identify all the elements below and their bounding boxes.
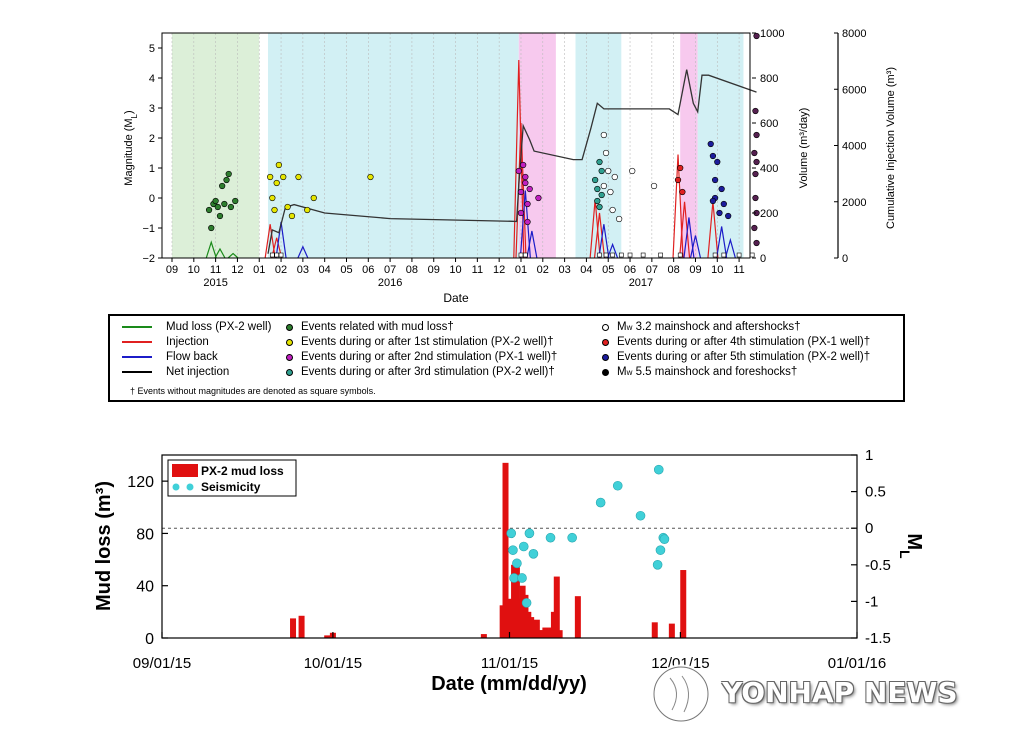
x-tick-label: 08 bbox=[667, 264, 680, 276]
event-point-mw55 bbox=[753, 108, 759, 114]
x-tick-label: 01 bbox=[514, 264, 528, 276]
legend-line-swatch bbox=[122, 341, 152, 343]
y-right-tick-label: 0 bbox=[865, 520, 874, 538]
event-point-mw55 bbox=[752, 225, 758, 231]
legend-item bbox=[286, 321, 454, 333]
y-left-tick-label: 4 bbox=[148, 73, 155, 85]
event-point-mud-loss bbox=[208, 225, 214, 231]
event-point-mud-loss bbox=[228, 204, 234, 210]
bottom-xlabel: Date (mm/dd/yy) bbox=[431, 673, 587, 695]
event-point-mw32 bbox=[610, 207, 616, 213]
event-point-mw55 bbox=[754, 159, 760, 165]
legend-dot-swatch bbox=[602, 369, 609, 376]
event-point-stim-5 bbox=[710, 198, 716, 204]
mud-loss-bar bbox=[575, 596, 581, 638]
x-tick-label: 12 bbox=[493, 264, 506, 276]
event-point-mw32 bbox=[603, 150, 609, 156]
x-tick-label: 11 bbox=[471, 264, 484, 276]
event-point-mud-loss bbox=[219, 183, 225, 189]
mud-loss-bar bbox=[299, 616, 305, 638]
watermark bbox=[648, 664, 1008, 724]
event-point-stim-5 bbox=[717, 210, 723, 216]
y-right-tick-label: -1.5 bbox=[865, 630, 891, 647]
legend-item bbox=[286, 336, 553, 348]
event-square bbox=[659, 253, 663, 257]
legend-item bbox=[286, 366, 555, 378]
y-left-tick-label: 80 bbox=[136, 526, 154, 544]
event-point-stim-5 bbox=[710, 153, 716, 159]
event-point-stim-1 bbox=[270, 195, 276, 201]
event-point-mw32 bbox=[601, 183, 607, 189]
seismicity-point bbox=[522, 598, 531, 607]
legend-dot-swatch bbox=[602, 324, 609, 331]
event-point-stim-3 bbox=[595, 186, 601, 192]
event-point-mw55 bbox=[754, 240, 760, 246]
mud-loss-bar bbox=[669, 624, 675, 638]
x-year-label: 2017 bbox=[628, 277, 654, 289]
y-right1-tick-label: 800 bbox=[760, 73, 779, 85]
event-point-mud-loss bbox=[222, 201, 228, 207]
event-square bbox=[275, 253, 279, 257]
y-left-tick-label: 40 bbox=[136, 578, 154, 596]
legend-dot-swatch bbox=[286, 369, 293, 376]
seismicity-point bbox=[653, 560, 662, 569]
bottom-ylabel-right: $M_L$ bbox=[897, 533, 925, 559]
y-right1-tick-label: 0 bbox=[760, 253, 767, 265]
legend-item bbox=[602, 351, 870, 363]
x-tick-label: 05 bbox=[602, 264, 615, 276]
x-tick-label: 07 bbox=[645, 264, 658, 276]
legend-prefix: M bbox=[617, 366, 627, 378]
event-point-stim-3 bbox=[595, 198, 601, 204]
event-point-mud-loss bbox=[232, 198, 238, 204]
legend-label: Events during or after 5th stimulation (PX-2 well)† bbox=[617, 351, 871, 363]
y-left-tick-label: 5 bbox=[148, 43, 155, 55]
x-tick-label: 01/01/16 bbox=[827, 655, 887, 672]
x-tick-label: 03 bbox=[558, 264, 571, 276]
mud-loss-bar bbox=[554, 577, 560, 638]
legend-line-swatch bbox=[122, 326, 152, 328]
legend-label: Events during or after 1st stimulation (PX-2 well)† bbox=[301, 336, 554, 348]
event-point-mud-loss bbox=[215, 204, 221, 210]
event-square bbox=[737, 253, 741, 257]
top-ylabel-right1: Volume (m³/day) bbox=[798, 107, 810, 189]
legend-item bbox=[122, 366, 229, 378]
event-point-mw32 bbox=[605, 168, 611, 174]
event-point-stim-3 bbox=[597, 159, 603, 165]
event-square bbox=[628, 253, 632, 257]
seismicity-point bbox=[525, 529, 534, 538]
x-tick-label: 06 bbox=[362, 264, 375, 276]
event-point-stim-4 bbox=[680, 189, 686, 195]
event-point-stim-1 bbox=[285, 204, 291, 210]
event-square bbox=[270, 253, 274, 257]
event-point-mw55 bbox=[754, 132, 760, 138]
seismicity-point bbox=[510, 573, 519, 582]
x-tick-label: 03 bbox=[296, 264, 309, 276]
seismicity-point bbox=[507, 529, 516, 538]
y-left-tick-label: 1 bbox=[148, 163, 155, 175]
event-point-stim-2 bbox=[523, 180, 529, 186]
top-chart bbox=[0, 0, 1024, 312]
seismicity-point bbox=[660, 535, 669, 544]
event-point-mw55 bbox=[752, 150, 758, 156]
event-point-stim-3 bbox=[592, 177, 598, 183]
seismicity-point bbox=[519, 542, 528, 551]
event-point-stim-2 bbox=[520, 162, 526, 168]
seismicity-point bbox=[654, 465, 663, 474]
x-year-label: 2015 bbox=[203, 277, 228, 289]
event-point-stim-1 bbox=[280, 174, 286, 180]
event-point-stim-2 bbox=[518, 189, 524, 195]
y-right-tick-label: -1 bbox=[865, 593, 879, 611]
y-left-tick-label: −1 bbox=[142, 223, 155, 235]
event-point-stim-1 bbox=[276, 162, 282, 168]
x-tick-label: 11/01/15 bbox=[480, 655, 539, 672]
seismicity-point bbox=[568, 533, 577, 542]
shaded-period-5 bbox=[698, 33, 744, 258]
x-tick-label: 02 bbox=[274, 264, 288, 276]
bottom-chart bbox=[0, 440, 1024, 700]
event-point-stim-2 bbox=[523, 174, 529, 180]
legend-label: Mud loss (PX-2 well) bbox=[166, 321, 272, 333]
seismicity-point bbox=[596, 498, 605, 507]
event-point-stim-1 bbox=[289, 213, 295, 219]
legend-label: 3.2 mainshock and aftershocks† bbox=[635, 321, 801, 333]
x-year-label: 2016 bbox=[377, 277, 403, 289]
watermark-text: YONHAP NEWS bbox=[722, 676, 958, 709]
legend-prefix-sub: w bbox=[626, 322, 633, 332]
top-ylabel-right2: Cumulative Injection Volume (m³) bbox=[885, 66, 897, 230]
y-right-tick-label: -0.5 bbox=[865, 556, 891, 574]
legend-dot-swatch bbox=[286, 339, 293, 346]
legend-label: PX-2 mud loss bbox=[201, 464, 284, 478]
event-square bbox=[523, 253, 527, 257]
event-point-mw32 bbox=[608, 189, 614, 195]
mud-loss-bar bbox=[290, 618, 296, 638]
seismicity-point bbox=[636, 511, 645, 520]
x-tick-label: 04 bbox=[318, 264, 331, 276]
event-square bbox=[279, 253, 283, 257]
legend-prefix: M bbox=[617, 321, 627, 333]
x-tick-label: 05 bbox=[340, 264, 353, 276]
event-point-stim-5 bbox=[708, 141, 714, 147]
event-point-stim-1 bbox=[272, 207, 278, 213]
bottom-ylabel-left: Mud loss (m³) bbox=[93, 481, 115, 611]
bottom-bars bbox=[290, 463, 686, 638]
legend-dot-swatch bbox=[187, 484, 194, 491]
event-point-stim-5 bbox=[725, 213, 731, 219]
event-point-mw32 bbox=[601, 132, 607, 138]
event-point-stim-2 bbox=[516, 168, 522, 174]
event-point-mud-loss bbox=[226, 171, 232, 177]
event-point-mw55 bbox=[754, 33, 760, 39]
event-point-mud-loss bbox=[213, 198, 219, 204]
y-right2-tick-label: 4000 bbox=[842, 140, 867, 153]
event-point-mw32 bbox=[616, 216, 622, 222]
y-left-tick-label: −2 bbox=[142, 253, 155, 265]
y-right1-tick-label: 400 bbox=[760, 163, 779, 175]
x-tick-label: 09/01/15 bbox=[132, 655, 192, 672]
x-tick-label: 11 bbox=[209, 264, 222, 276]
event-point-stim-3 bbox=[599, 168, 605, 174]
y-right1-tick-label: 200 bbox=[760, 208, 779, 220]
event-point-stim-2 bbox=[527, 186, 533, 192]
event-point-stim-1 bbox=[267, 174, 273, 180]
y-right1-tick-label: 1000 bbox=[760, 28, 785, 40]
event-square bbox=[713, 253, 717, 257]
top-xlabel: Date bbox=[443, 291, 469, 305]
shaded-period-1 bbox=[268, 33, 519, 258]
legend-label: Seismicity bbox=[201, 480, 261, 494]
event-point-stim-4 bbox=[675, 177, 681, 183]
mud-loss-bar bbox=[652, 622, 658, 638]
mud-loss-bar bbox=[680, 570, 686, 638]
event-point-stim-2 bbox=[525, 219, 531, 225]
y-right2-tick-label: 8000 bbox=[842, 28, 867, 40]
event-point-stim-2 bbox=[518, 210, 524, 216]
y-right-tick-label: 1 bbox=[865, 447, 874, 464]
x-tick-label: 08 bbox=[405, 264, 419, 276]
mud-loss-bar bbox=[557, 630, 563, 638]
x-tick-label: 10 bbox=[711, 264, 724, 276]
event-point-stim-1 bbox=[304, 207, 310, 213]
event-square bbox=[722, 253, 726, 257]
legend-item bbox=[286, 351, 557, 363]
event-point-stim-1 bbox=[311, 195, 317, 201]
y-left-tick-label: 2 bbox=[148, 133, 155, 145]
legend-label: Events during or after 3rd stimulation (PX-2 well)† bbox=[301, 366, 555, 378]
event-square bbox=[619, 253, 623, 257]
legend-label: Net injection bbox=[166, 366, 230, 378]
seismicity-point bbox=[512, 559, 521, 568]
event-point-stim-3 bbox=[597, 204, 603, 210]
x-tick-label: 09 bbox=[427, 264, 440, 276]
top-shaded-periods bbox=[172, 33, 743, 258]
legend-item bbox=[602, 336, 870, 348]
event-point-stim-5 bbox=[719, 186, 725, 192]
event-point-mw55 bbox=[753, 195, 759, 201]
event-square bbox=[678, 253, 682, 257]
legend-line-swatch bbox=[122, 371, 152, 373]
legend-dot-swatch bbox=[286, 324, 293, 331]
legend-item bbox=[602, 321, 801, 333]
x-tick-label: 12 bbox=[231, 264, 244, 276]
legend-label: Events during or after 4th stimulation (PX-1 well)† bbox=[617, 336, 871, 348]
event-point-stim-1 bbox=[296, 174, 302, 180]
x-tick-label: 01 bbox=[253, 264, 266, 276]
legend-item bbox=[122, 351, 218, 363]
x-tick-label: 10/01/15 bbox=[303, 655, 363, 672]
legend-bar-swatch bbox=[172, 464, 198, 477]
legend-label: Events related with mud loss† bbox=[301, 321, 454, 333]
event-square bbox=[598, 253, 602, 257]
legend-note: † Events without magnitudes are denoted as square symbols. bbox=[130, 386, 376, 396]
bottom-legend bbox=[168, 460, 296, 496]
event-square bbox=[519, 253, 523, 257]
legend-dot-swatch bbox=[602, 339, 609, 346]
y-left-tick-label: 120 bbox=[127, 474, 154, 492]
top-ylabel-left: Magnitude $(M_L)$ bbox=[123, 110, 139, 186]
event-point-stim-5 bbox=[721, 201, 727, 207]
event-square bbox=[641, 253, 645, 257]
seismicity-point bbox=[613, 481, 622, 490]
x-tick-label: 02 bbox=[536, 264, 549, 276]
seismicity-point bbox=[518, 573, 527, 582]
x-tick-label: 10 bbox=[449, 264, 462, 276]
event-point-stim-5 bbox=[712, 177, 718, 183]
legend-prefix-sub: w bbox=[626, 367, 633, 377]
event-square bbox=[611, 253, 615, 257]
legend-label: Injection bbox=[166, 336, 209, 348]
event-point-mud-loss bbox=[217, 213, 223, 219]
y-left-tick-label: 0 bbox=[145, 631, 154, 648]
legend-label: 5.5 mainshock and foreshocks† bbox=[635, 366, 798, 378]
event-point-mw32 bbox=[612, 174, 618, 180]
legend-box bbox=[108, 314, 905, 402]
x-tick-label: 06 bbox=[623, 264, 637, 276]
event-point-stim-4 bbox=[677, 165, 683, 171]
event-point-mw32 bbox=[651, 183, 657, 189]
y-left-tick-label: 0 bbox=[148, 193, 155, 205]
event-point-mw32 bbox=[629, 168, 635, 174]
legend-dot-swatch bbox=[602, 354, 609, 361]
event-square bbox=[604, 253, 608, 257]
event-point-stim-3 bbox=[599, 192, 605, 198]
yonhap-logo-icon bbox=[648, 664, 714, 724]
legend-label: Flow back bbox=[166, 351, 218, 363]
y-left-tick-label: 3 bbox=[148, 103, 155, 115]
event-point-stim-5 bbox=[714, 159, 720, 165]
event-point-mud-loss bbox=[206, 207, 212, 213]
x-tick-label: 12/01/15 bbox=[651, 655, 710, 672]
event-point-mw55 bbox=[753, 171, 759, 177]
x-tick-label: 11 bbox=[733, 264, 745, 276]
bottom-points bbox=[507, 465, 669, 607]
seismicity-point bbox=[656, 546, 665, 555]
legend-dot-swatch bbox=[286, 354, 293, 361]
x-tick-label: 09 bbox=[165, 264, 179, 276]
y-right2-tick-label: 0 bbox=[842, 253, 849, 265]
event-point-stim-1 bbox=[368, 174, 374, 180]
x-tick-label: 10 bbox=[187, 264, 200, 276]
event-square bbox=[750, 253, 754, 257]
legend-item bbox=[122, 321, 271, 333]
legend-label: Events during or after 2nd stimulation (PX-1 well)† bbox=[301, 351, 558, 363]
legend-line-swatch bbox=[122, 356, 152, 358]
seismicity-point bbox=[529, 549, 538, 558]
legend-dot-swatch bbox=[173, 484, 180, 491]
x-tick-label: 07 bbox=[383, 264, 397, 276]
event-point-stim-2 bbox=[525, 201, 531, 207]
event-point-mud-loss bbox=[224, 177, 230, 183]
seismicity-point bbox=[508, 546, 517, 555]
x-tick-label: 09 bbox=[689, 264, 702, 276]
event-point-stim-1 bbox=[274, 180, 280, 186]
x-tick-label: 04 bbox=[580, 264, 593, 276]
y-right-tick-label: 0.5 bbox=[865, 483, 886, 501]
y-right1-tick-label: 600 bbox=[760, 118, 779, 130]
y-right2-tick-label: 2000 bbox=[842, 196, 867, 209]
legend-item bbox=[602, 366, 797, 378]
legend-item bbox=[122, 336, 209, 348]
seismicity-point bbox=[546, 533, 555, 542]
event-point-stim-2 bbox=[536, 195, 542, 201]
y-right2-tick-label: 6000 bbox=[842, 84, 867, 97]
